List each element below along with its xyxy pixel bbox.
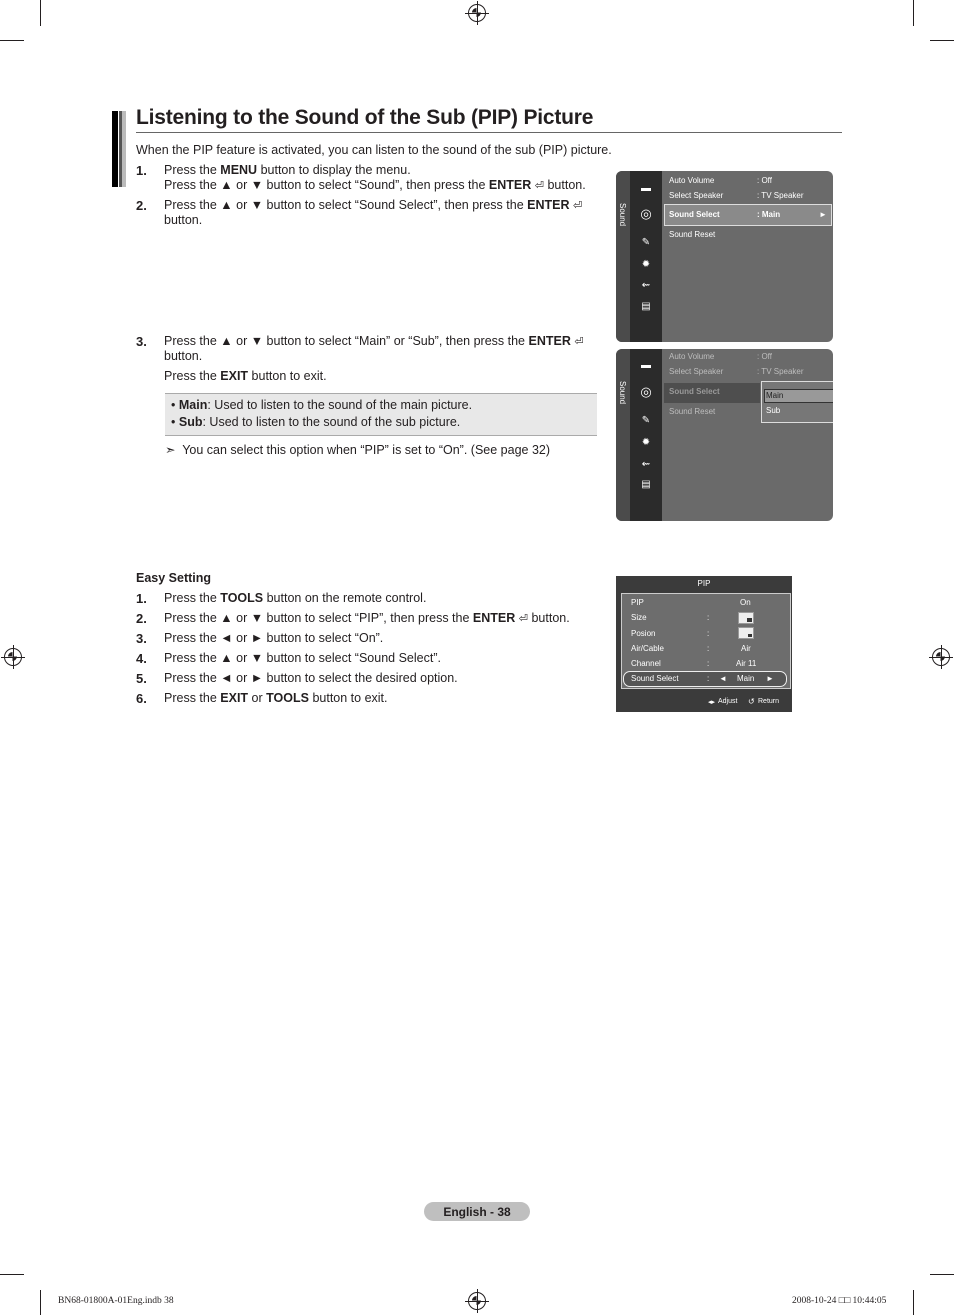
crop-mark [0,40,24,41]
step-number: 6. [136,691,147,706]
pip-row-label[interactable]: PIP [631,598,644,607]
setup-icon: ✹ [641,437,651,448]
picture-icon: ▬ [641,360,651,371]
arrow-right-icon[interactable]: ► [766,674,774,683]
step-text: Press the ▲ or ▼ button to select “PIP”, then press the ENTER ⏎ button. [164,611,570,625]
pip-row-sep: : [707,659,710,668]
step-number: 2. [136,611,147,626]
crop-mark [930,1274,954,1275]
menu-item-label[interactable]: Select Speaker [669,191,724,200]
pip-row-sep: : [707,674,710,683]
print-slug-left: BN68-01800A-01Eng.indb 38 [58,1296,174,1306]
dropdown-option[interactable]: Main [766,391,784,400]
pip-row-sep: : [707,629,710,638]
pip-panel-title: PIP [697,579,711,588]
title-rule [136,132,842,133]
pip-size-icon [738,612,754,624]
step-number: 1. [136,163,147,178]
step-text: Press the ▲ or ▼ button to select “Sound”, then press the ENTER ⏎ button. [164,178,586,192]
intro-text: When the PIP feature is activated, you can listen to the sound of the sub (PIP) picture. [136,143,612,157]
menu-item-value: : Off [757,352,772,361]
enter-icon: ⏎ [574,336,584,348]
step-text: Press the EXIT or TOOLS button to exit. [164,691,388,705]
step-number: 3. [136,631,147,646]
arrow-right-icon: ► [819,210,827,219]
crop-mark [40,1290,41,1315]
pip-row-value: Air 11 [736,659,757,668]
sound-menu-screen-2 [616,349,833,521]
step-text: Press the MENU button to display the menu. [164,163,411,177]
enter-icon: ⏎ [572,200,583,212]
step-text: button. [164,349,203,363]
step-number: 2. [136,198,147,213]
dropdown-option[interactable]: Sub [766,406,781,415]
step-text: Press the EXIT button to exit. [164,369,327,383]
enter-icon: ⏎ [534,180,544,192]
step-number: 3. [136,334,147,349]
option-sub: • Sub: Used to listen to the sound of the sub picture. [171,415,461,429]
enter-icon: ⏎ [518,613,528,625]
step-text: Press the ▲ or ▼ button to select “Sound Select”, then press the ENTER ⏎ [164,198,583,212]
menu-item-label[interactable]: Sound Reset [669,230,716,239]
note: ➣ You can select this option when “PIP” is set to “On”. (See page 32) [165,443,551,457]
sound-menu-screen-1 [616,171,833,342]
pip-row-label[interactable]: Size [631,613,647,622]
note-arrow-icon: ➣ [165,443,176,457]
pip-row-label[interactable]: Sound Select [631,674,679,683]
pip-row-label[interactable]: Posion [631,629,656,638]
step-text: Press the TOOLS button on the remote control. [164,591,427,605]
pip-row-label[interactable]: Channel [631,659,661,668]
registration-mark-icon [932,648,950,666]
registration-mark-icon [468,4,486,22]
page-number: English - 38 [443,1205,511,1219]
title-bar-decoration [122,111,126,187]
step-number: 5. [136,671,147,686]
menu-item-label[interactable]: Sound Reset [669,407,716,416]
input-icon: ⇜ [641,459,651,470]
step-text: Press the ▲ or ▼ button to select “Main” or “Sub”, then press the ENTER ⏎ [164,334,584,348]
pip-row-sep: : [707,613,710,622]
crop-mark [40,0,41,26]
arrow-left-icon[interactable]: ◄ [719,674,727,683]
section-heading: Easy Setting [136,571,212,585]
menu-tab-label: Sound [618,203,627,227]
menu-item-value: : TV Speaker [757,367,804,376]
step-number: 1. [136,591,147,606]
crop-mark [930,40,954,41]
menu-tab-label: Sound [618,381,627,405]
input-icon: ⇜ [641,280,651,291]
step-number: 4. [136,651,147,666]
title-bar-decoration [112,111,118,187]
adjust-icon: ◂▸ [708,699,716,706]
menu-item-label[interactable]: Sound Select [669,210,720,219]
pip-row-label[interactable]: Air/Cable [631,644,664,653]
step-text: button. [164,213,203,227]
menu-item-label[interactable]: Auto Volume [669,176,715,185]
step-text: Press the ◄ or ► button to select “On”. [164,631,384,645]
pip-row-value: Main [737,674,755,683]
pip-row-value: Air [741,644,751,653]
pip-row-value: On [740,598,751,607]
setup-icon: ✹ [641,259,651,270]
footer-return: Return [758,698,780,705]
footer-adjust: Adjust [718,698,738,705]
option-main: • Main: Used to listen to the sound of the main picture. [171,398,473,412]
menu-item-value: : TV Speaker [757,191,804,200]
step-text: Press the ▲ or ▼ button to select “Sound Select”. [164,651,441,665]
sound-icon: ◎ [640,384,652,399]
menu-item-label[interactable]: Select Speaker [669,367,724,376]
menu-item-value: : Main [757,210,781,219]
application-icon: ▤ [641,301,651,312]
crop-mark [913,0,914,26]
pip-tools-screen [616,576,792,712]
application-icon: ▤ [641,479,651,490]
channel-icon: ✎ [641,415,651,426]
crop-mark [913,1290,914,1315]
crop-mark [0,1274,24,1275]
picture-icon: ▬ [641,183,651,194]
pip-row-sep: : [707,644,710,653]
registration-mark-icon [4,648,22,666]
channel-icon: ✎ [641,237,651,248]
sound-icon: ◎ [640,206,652,221]
return-icon: ↺ [748,697,755,706]
step-text: Press the ◄ or ► button to select the desired option. [164,671,458,685]
pip-position-icon [738,627,754,639]
menu-item-label[interactable]: Sound Select [669,387,720,396]
page-title: Listening to the Sound of the Sub (PIP) Picture [136,106,594,129]
registration-mark-icon [468,1292,486,1310]
menu-item-value: : Off [757,176,772,185]
print-slug-right: 2008-10-24 □□ 10:44:05 [792,1296,887,1306]
menu-item-label[interactable]: Auto Volume [669,352,715,361]
